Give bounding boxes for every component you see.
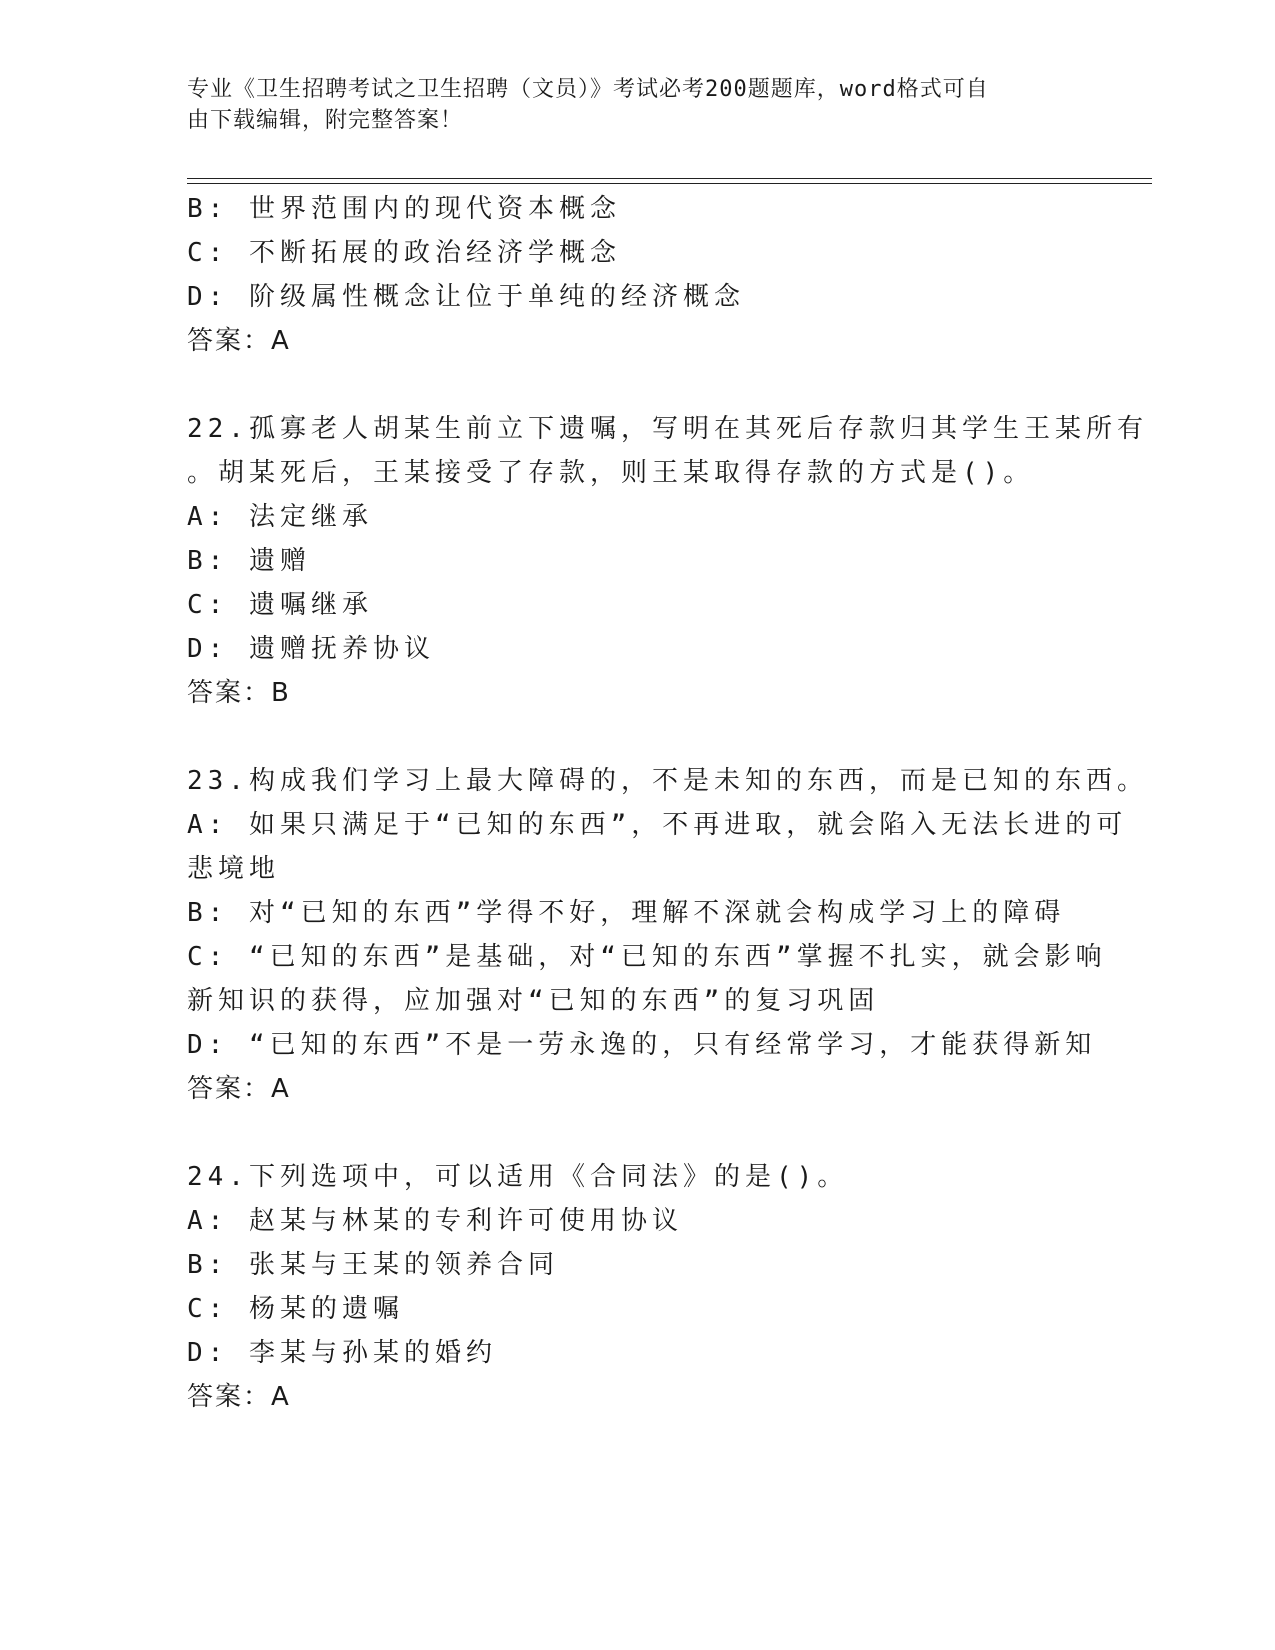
q21-option-b: B: 世界范围内的现代资本概念 <box>187 194 621 224</box>
header-line-1: 专业《卫生招聘考试之卫生招聘（文员）》考试必考200题题库，word格式可自 <box>187 77 989 102</box>
q21-answer: 答案：A <box>187 326 291 356</box>
q21-option-c: C: 不断拓展的政治经济学概念 <box>187 238 621 268</box>
document-header <box>187 74 1087 136</box>
q22-stem-line-2: 。胡某死后，王某接受了存款，则王某取得存款的方式是()。 <box>187 458 1035 488</box>
q22-option-d: D: 遗赠抚养协议 <box>187 634 435 664</box>
q22-stem-line-1: 22.孤寡老人胡某生前立下遗嘱，写明在其死后存款归其学生王某所有 <box>187 414 1148 444</box>
q24-stem-line-1: 24.下列选项中，可以适用《合同法》的是()。 <box>187 1162 849 1192</box>
q22-answer: 答案：B <box>187 678 291 708</box>
q21-option-d: D: 阶级属性概念让位于单纯的经济概念 <box>187 282 745 312</box>
q22-option-b: B: 遗赠 <box>187 546 311 576</box>
header-divider-top <box>187 178 1152 179</box>
q24-option-d: D: 李某与孙某的婚约 <box>187 1338 497 1368</box>
q23-option-c-line-2: 新知识的获得，应加强对“已知的东西”的复习巩固 <box>187 986 880 1016</box>
q23-option-c-line-1: C: “已知的东西”是基础，对“已知的东西”掌握不扎实，就会影响 <box>187 942 1107 972</box>
q24-option-a: A: 赵某与林某的专利许可使用协议 <box>187 1206 683 1236</box>
q23-option-a-line-2: 悲境地 <box>187 854 281 884</box>
q23-answer: 答案：A <box>187 1074 291 1104</box>
q22-option-c: C: 遗嘱继承 <box>187 590 373 620</box>
q24-option-c: C: 杨某的遗嘱 <box>187 1294 404 1324</box>
q23-option-a-line-1: A: 如果只满足于“已知的东西”，不再进取，就会陷入无法长进的可 <box>187 810 1128 840</box>
q24-answer: 答案：A <box>187 1382 291 1412</box>
q23-option-d: D: “已知的东西”不是一劳永逸的，只有经常学习，才能获得新知 <box>187 1030 1097 1060</box>
q22-option-a: A: 法定继承 <box>187 502 373 532</box>
header-line-2: 由下载编辑，附完整答案！ <box>187 108 464 133</box>
q23-stem-line-1: 23.构成我们学习上最大障碍的，不是未知的东西，而是已知的东西。 <box>187 766 1148 796</box>
q24-option-b: B: 张某与王某的领养合同 <box>187 1250 559 1280</box>
q23-option-b: B: 对“已知的东西”学得不好，理解不深就会构成学习上的障碍 <box>187 898 1066 928</box>
header-divider-bottom <box>187 183 1152 184</box>
